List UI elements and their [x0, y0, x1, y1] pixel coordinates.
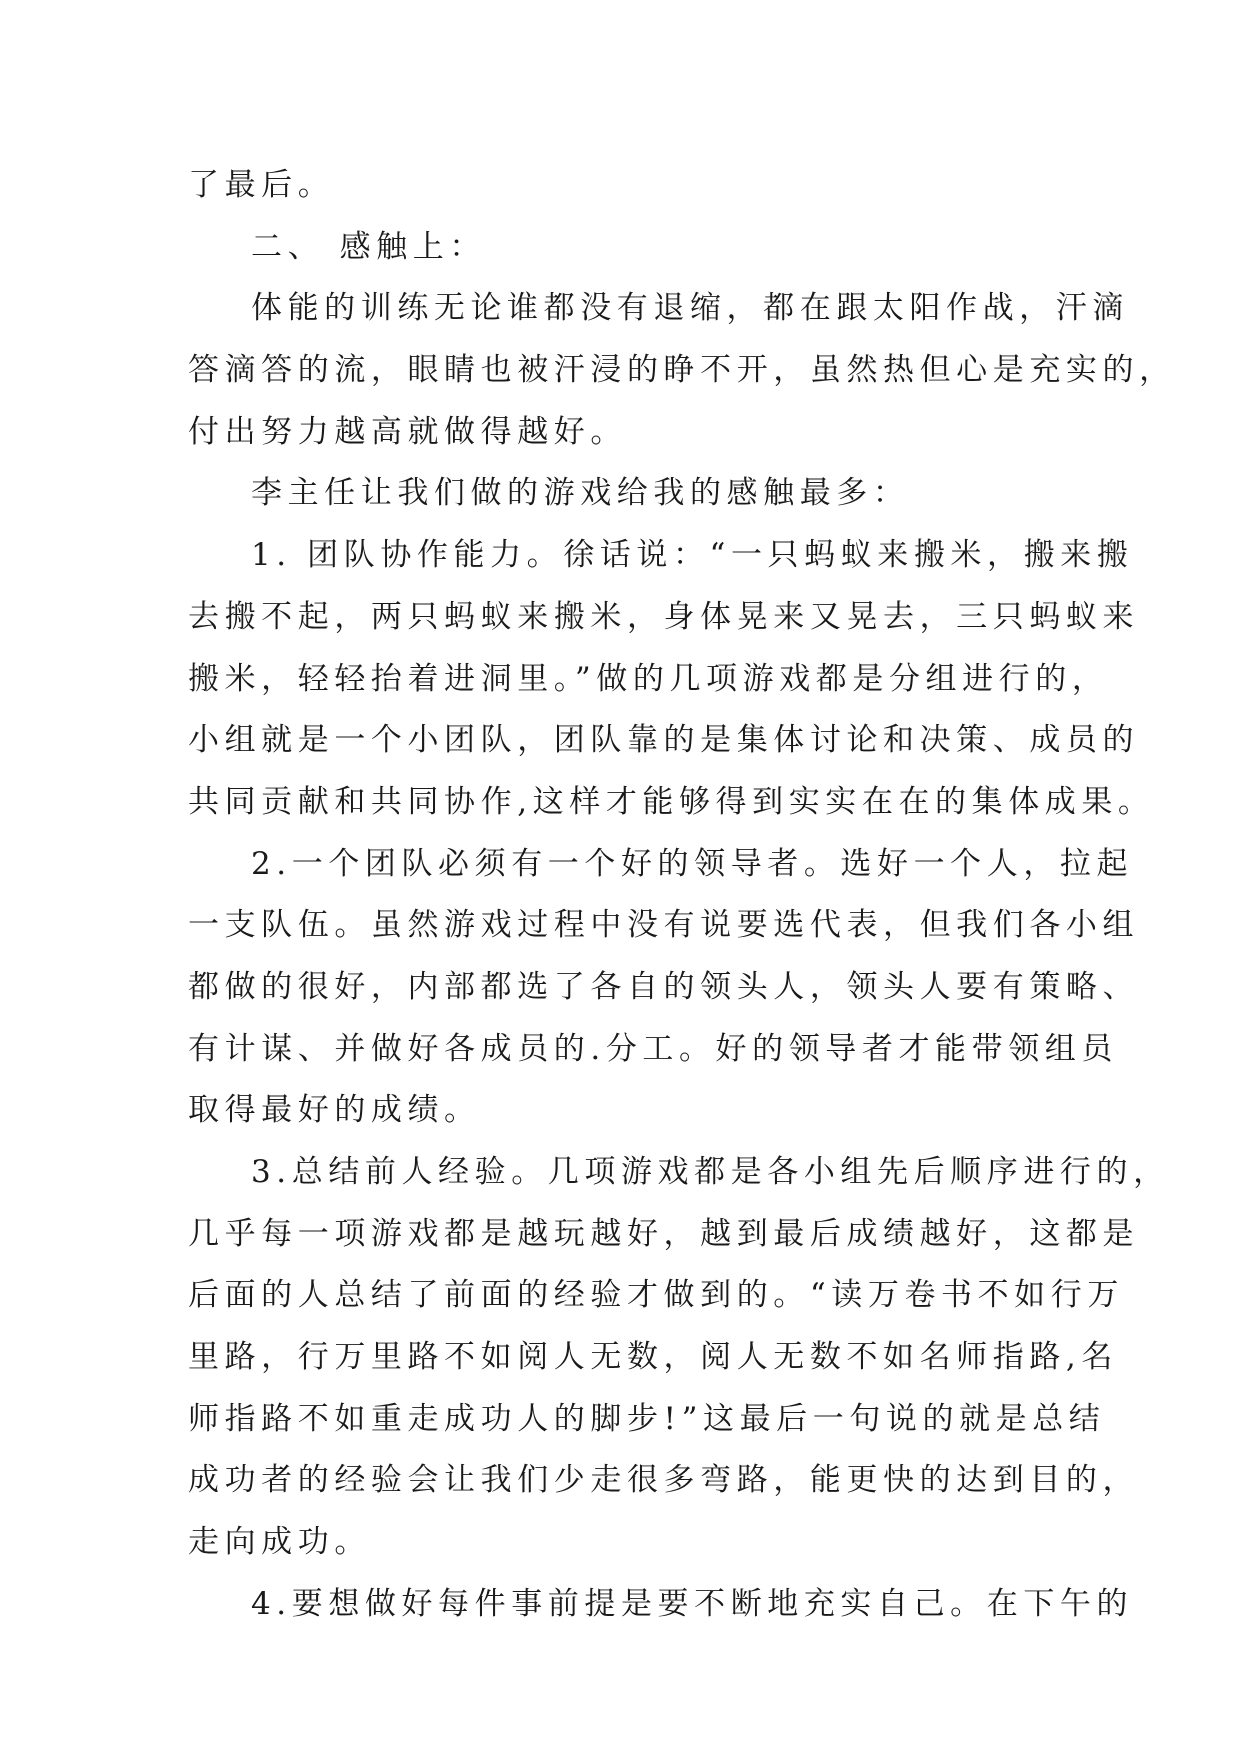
text-line: 共同贡献和共同协作,这样才能够得到实实在在的集体成果。 — [188, 783, 1155, 820]
text-line: 成功者的经验会让我们少走很多弯路，能更快的达到目的， — [188, 1462, 1140, 1499]
text-line: 答滴答的流，眼睛也被汗浸的睁不开，虽然热但心是充实的， — [188, 352, 1176, 389]
text-line: 几乎每一项游戏都是越玩越好，越到最后成绩越好，这都是 — [188, 1215, 1140, 1252]
text-line: 有计谋、并做好各成员的.分工。好的领导者才能带领组员 — [188, 1030, 1118, 1067]
list-item-3-line: 3.总结前人经验。几项游戏都是各小组先后顺序进行的， — [251, 1154, 1170, 1190]
text-line: 付出努力越高就做得越好。 — [188, 413, 627, 450]
text-line: 后面的人总结了前面的经验才做到的。“读万卷书不如行万 — [188, 1277, 1124, 1314]
text-line: 去搬不起，两只蚂蚁来搬米，身体晃来又晃去，三只蚂蚁来 — [188, 598, 1140, 635]
text-line: 搬米，轻轻抬着进洞里。”做的几项游戏都是分组进行的， — [188, 660, 1109, 697]
list-item-1-line: 1. 团队协作能力。徐话说：“一只蚂蚁来搬米，搬来搬 — [251, 537, 1134, 574]
list-item-2-line: 2.一个团队必须有一个好的领导者。选好一个人，拉起 — [251, 845, 1134, 882]
text-line: 走向成功。 — [188, 1524, 371, 1561]
text-line: 都做的很好，内部都选了各自的领头人，领头人要有策略、 — [188, 968, 1140, 1005]
text-line: 一支队伍。虽然游戏过程中没有说要选代表，但我们各小组 — [188, 907, 1140, 944]
text-line: 里路，行万里路不如阅人无数，阅人无数不如名师指路,名 — [188, 1339, 1118, 1376]
text-line: 了最后。 — [188, 167, 335, 203]
text-line: 李主任让我们做的游戏给我的感触最多： — [251, 475, 910, 512]
document-body — [188, 155, 1176, 1636]
section-heading: 二、 感触上： — [251, 228, 486, 265]
text-line: 师指路不如重走成功人的脚步!”这最后一句说的就是总结 — [188, 1400, 1106, 1437]
text-line: 小组就是一个小团队，团队靠的是集体讨论和决策、成员的 — [188, 722, 1140, 759]
text-line: 体能的训练无论谁都没有退缩，都在跟太阳作战，汗滴 — [251, 290, 1129, 327]
text-line: 取得最好的成绩。 — [188, 1092, 481, 1129]
list-item-4-line: 4.要想做好每件事前提是要不断地充实自己。在下午的 — [251, 1585, 1134, 1622]
